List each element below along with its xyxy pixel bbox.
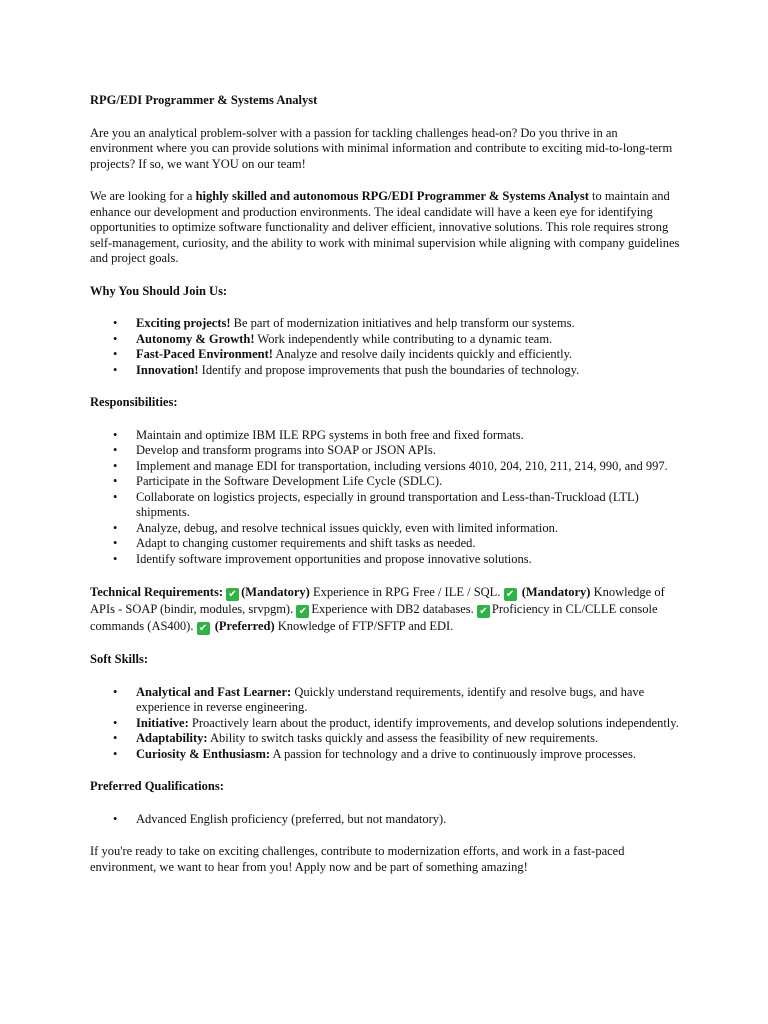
tech-text: Knowledge of FTP/SFTP and EDI. — [274, 619, 454, 633]
job-title: RPG/EDI Programmer & Systems Analyst — [90, 93, 318, 107]
list-item — [90, 459, 680, 475]
tech-text: Knowledge of APIs - SOAP (bindir, modules, srvpgm). — [90, 585, 665, 616]
bullet-icon: • — [113, 362, 118, 377]
bullet-icon: • — [113, 443, 118, 457]
bullet-icon: • — [113, 536, 118, 550]
item-text: Maintain and optimize IBM ILE RPG systems in both free and fixed formats. — [136, 427, 524, 442]
item-text: Proactively learn about the product, identify improvements, and develop solutions independently. — [188, 715, 679, 730]
item-bold: Curiosity & Enthusiasm: — [136, 746, 271, 761]
looking-pre: We are looking for a — [90, 189, 196, 203]
item-text: Work independently while contributing to a dynamic team. — [254, 331, 553, 346]
bullet-icon: • — [113, 715, 118, 730]
document-body — [90, 93, 680, 892]
list-item — [90, 490, 680, 521]
list-item — [90, 521, 680, 537]
tech-text: Experience with DB2 databases. — [311, 602, 474, 616]
why-join-list — [90, 316, 680, 378]
responsibilities-list — [90, 428, 680, 568]
item-bold: Innovation! — [136, 362, 199, 377]
item-bold: Analytical and Fast Learner: — [136, 684, 292, 699]
preferred-list — [90, 812, 680, 828]
item-text: Quickly understand requirements, identify and resolve bugs, and have experience in reverse engineering. — [136, 684, 645, 714]
list-item — [90, 536, 680, 552]
item-text: Analyze, debug, and resolve technical issues quickly, even with limited information. — [136, 520, 558, 535]
item-text: Ability to switch tasks quickly and assess the feasibility of new requirements. — [207, 731, 599, 745]
list-item — [90, 474, 680, 490]
check-mark-icon: ✔ — [477, 605, 490, 618]
list-item — [90, 685, 680, 716]
tech-bold: (Mandatory) — [521, 585, 591, 599]
bullet-icon: • — [113, 474, 118, 488]
bullet-icon: • — [113, 746, 118, 761]
bullet-icon: • — [113, 811, 118, 826]
bullet-icon: • — [113, 551, 118, 566]
bullet-icon: • — [113, 489, 118, 504]
list-item — [90, 363, 680, 379]
technical-requirements — [90, 584, 680, 635]
list-item — [90, 812, 680, 828]
bullet-icon: • — [113, 731, 118, 745]
check-mark-icon: ✔ — [504, 588, 517, 601]
item-text: Participate in the Software Development Life Cycle (SDLC). — [136, 474, 443, 488]
item-text: Be part of modernization initiatives and help transform our systems. — [230, 316, 575, 330]
list-item — [90, 552, 680, 568]
bullet-icon: • — [113, 316, 118, 330]
item-bold: Fast-Paced Environment! — [136, 347, 273, 361]
list-item — [90, 347, 680, 363]
preferred-heading: Preferred Qualifications: — [90, 779, 224, 793]
tech-text: Experience in RPG Free / ILE / SQL. — [309, 585, 501, 599]
why-join-heading: Why You Should Join Us: — [90, 283, 228, 298]
looking-for-paragraph — [90, 189, 680, 267]
bullet-icon: • — [113, 458, 118, 473]
item-text: Identify software improvement opportunities and propose innovative solutions. — [136, 551, 532, 566]
list-item — [90, 428, 680, 444]
responsibilities-heading: Responsibilities: — [90, 395, 178, 409]
item-bold: Exciting projects! — [136, 316, 231, 330]
list-item — [90, 731, 680, 747]
check-mark-icon: ✔ — [197, 622, 210, 635]
item-bold: Autonomy & Growth! — [136, 331, 255, 346]
bullet-icon: • — [113, 684, 118, 699]
item-text: Implement and manage EDI for transportation, including versions 4010, 204, 210, 211, 214, 990, and 997. — [136, 458, 668, 473]
item-text: Develop and transform programs into SOAP or JSON APIs. — [136, 443, 436, 457]
check-mark-icon: ✔ — [296, 605, 309, 618]
item-text: Adapt to changing customer requirements and shift tasks as needed. — [136, 536, 476, 550]
closing-paragraph: If you're ready to take on exciting challenges, contribute to modernization efforts, and work in a fast-paced environment, we want to hear from you! Apply now and be part of something amazing! — [90, 844, 625, 874]
bullet-icon: • — [113, 347, 118, 361]
looking-post: to maintain and enhance our development and production environments. The ideal candidate will have a keen eye for identifying opportunities to optimize software functionality and deliver efficient, innovative solutions. This role requires strong self-management, curiosity, and the ability to work with minimal supervision while aligning with company guidelines and project goals. — [90, 189, 680, 265]
list-item — [90, 316, 680, 332]
tech-bold: (Preferred) — [214, 619, 275, 633]
item-text: Analyze and resolve daily incidents quickly and efficiently. — [272, 347, 573, 361]
soft-skills-list — [90, 685, 680, 763]
item-text: Advanced English proficiency (preferred, but not mandatory). — [136, 811, 447, 826]
item-bold: Adaptability: — [136, 731, 208, 745]
looking-role: highly skilled and autonomous RPG/EDI Programmer & Systems Analyst — [195, 189, 589, 203]
bullet-icon: • — [113, 520, 118, 535]
bullet-icon: • — [113, 331, 118, 346]
list-item — [90, 747, 680, 763]
bullet-icon: • — [113, 427, 118, 442]
list-item — [90, 332, 680, 348]
item-text: Identify and propose improvements that push the boundaries of technology. — [198, 362, 580, 377]
tech-text: Proficiency in CL/CLLE console commands (AS400). — [90, 602, 658, 633]
tech-bold: (Mandatory) — [241, 585, 310, 599]
item-bold: Initiative: — [136, 715, 189, 730]
intro-paragraph: Are you an analytical problem-solver with a passion for tackling challenges head-on? Do you thrive in an environment where you can provide solutions with minimal information and contribute to exciting mid-to-long-term projects? If so, we want YOU on our team! — [90, 125, 673, 171]
list-item — [90, 443, 680, 459]
item-text: Collaborate on logistics projects, especially in ground transportation and Less-than-Truckload (LTL) shipments. — [136, 489, 639, 519]
list-item — [90, 716, 680, 732]
soft-skills-heading: Soft Skills: — [90, 652, 149, 666]
check-mark-icon: ✔ — [226, 588, 239, 601]
item-text: A passion for technology and a drive to continuously improve processes. — [270, 746, 636, 761]
technical-heading: Technical Requirements: — [90, 585, 223, 599]
